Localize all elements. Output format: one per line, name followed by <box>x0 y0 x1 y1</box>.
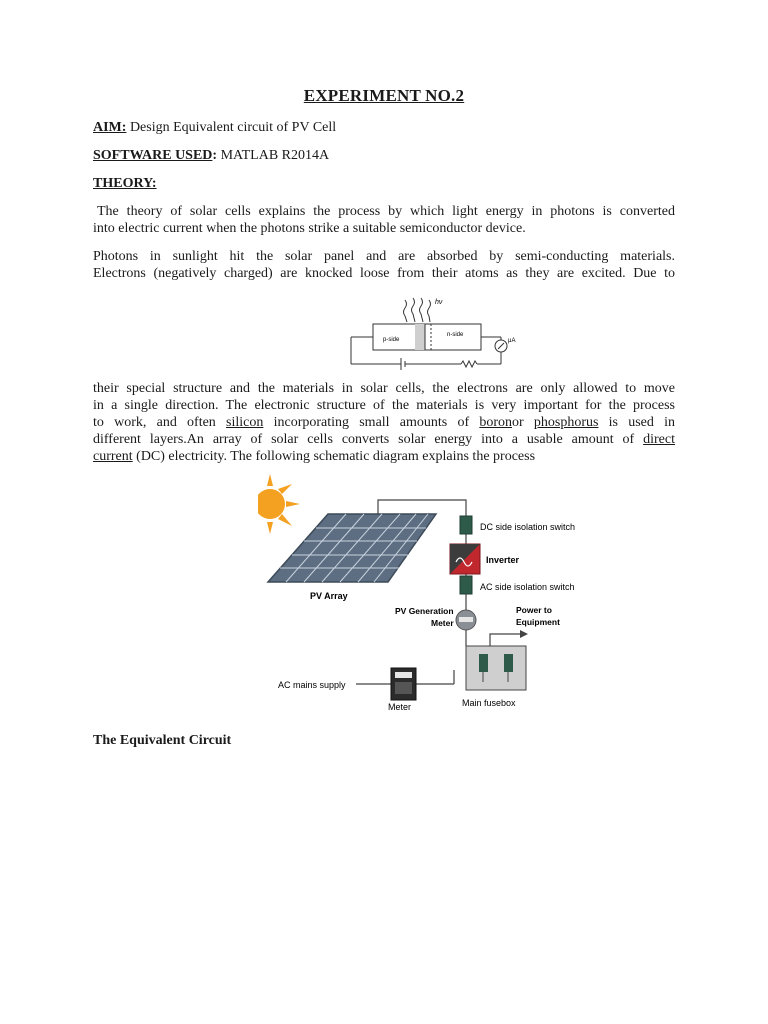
depletion-region <box>415 324 425 350</box>
theory-label: THEORY: <box>93 176 157 191</box>
link-silicon[interactable]: silicon <box>226 415 264 430</box>
paragraph-line: in a single direction. The electronic structure of the materials is very important for the process <box>93 398 675 413</box>
power-label-line1: Power to <box>516 605 552 615</box>
pv-meter-label-line2: Meter <box>431 618 454 628</box>
software-colon: : <box>212 148 218 163</box>
link-boron[interactable]: boron <box>479 415 512 430</box>
text-run: to work, and often <box>93 415 227 430</box>
resistor <box>461 361 477 367</box>
theory-paragraph-2 <box>93 248 675 282</box>
paragraph-line: Photons in sunlight hit the solar panel and are absorbed by semi-conducting materials. <box>93 249 675 264</box>
photon-arrow <box>412 298 416 322</box>
aim-label: AIM: <box>93 120 127 135</box>
photon-arrow <box>428 300 431 322</box>
power-arrow <box>520 630 528 638</box>
page-title: EXPERIMENT NO.2 <box>303 86 465 105</box>
paragraph-line: their special structure and the materials in solar cells, the electrons are only allowed to move <box>93 381 675 396</box>
hv-label: hν <box>435 299 443 306</box>
pv-array-panel <box>268 514 436 582</box>
fusebox-label: Main fusebox <box>462 698 516 708</box>
text-run: is used in <box>598 415 675 430</box>
main-fusebox <box>466 646 526 690</box>
paragraph-line <box>93 414 675 431</box>
pv-array-label: PV Array <box>310 591 348 601</box>
dc-switch-label: DC side isolation switch <box>480 522 576 532</box>
mains-meter <box>391 668 416 700</box>
aim-text: Design Equivalent circuit of PV Cell <box>126 120 337 135</box>
photon-arrow <box>420 298 424 322</box>
n-side-label: n-side <box>447 332 464 338</box>
meter-label: Meter <box>388 702 412 712</box>
paragraph-line <box>93 448 675 465</box>
software-text: MATLAB R2014A <box>217 148 330 163</box>
equivalent-circuit-heading: The Equivalent Circuit <box>93 733 232 748</box>
pn-junction-diagram <box>343 292 518 372</box>
text-run: (DC) electricity. The following schematic diagram explains the process <box>132 449 536 464</box>
p-side-label: p-side <box>383 337 400 343</box>
microamp-label: μA <box>508 338 516 344</box>
ac-switch-label: AC side isolation switch <box>480 582 575 592</box>
ac-isolation-switch <box>460 576 472 594</box>
text-run: incorporating small amounts of <box>263 415 480 430</box>
photon-arrow <box>404 300 408 322</box>
paragraph-line: into electric current when the photons strike a suitable semiconductor device. <box>93 221 526 236</box>
link-phosphorus[interactable]: phosphorus <box>533 415 599 430</box>
paragraph-line: Electrons (negatively charged) are knocked loose from their atoms as they are excited. Due to <box>93 266 675 281</box>
software-line <box>93 147 675 164</box>
aim-line <box>93 119 675 136</box>
inverter-box <box>450 544 480 574</box>
ac-mains-label: AC mains supply <box>278 680 346 690</box>
paragraph-line: The theory of solar cells explains the process by which light energy in photons is converted <box>97 204 675 219</box>
pv-meter-label-line1: PV Generation <box>395 606 454 616</box>
text-run: or <box>512 415 534 430</box>
pv-system-diagram <box>258 474 598 732</box>
link-direct[interactable]: direct <box>643 432 675 447</box>
theory-paragraph-3 <box>93 380 675 465</box>
theory-paragraph-1 <box>93 203 675 237</box>
software-label: SOFTWARE USED <box>93 148 213 163</box>
theory-line <box>93 175 675 192</box>
dc-isolation-switch <box>460 516 472 534</box>
link-current[interactable]: current <box>93 449 133 464</box>
text-run: different layers.An array of solar cells converts solar energy into a usable amount of <box>93 432 644 447</box>
paragraph-line <box>93 431 675 448</box>
sun-icon <box>258 474 300 534</box>
inverter-label: Inverter <box>486 555 520 565</box>
power-label-line2: Equipment <box>516 617 560 627</box>
